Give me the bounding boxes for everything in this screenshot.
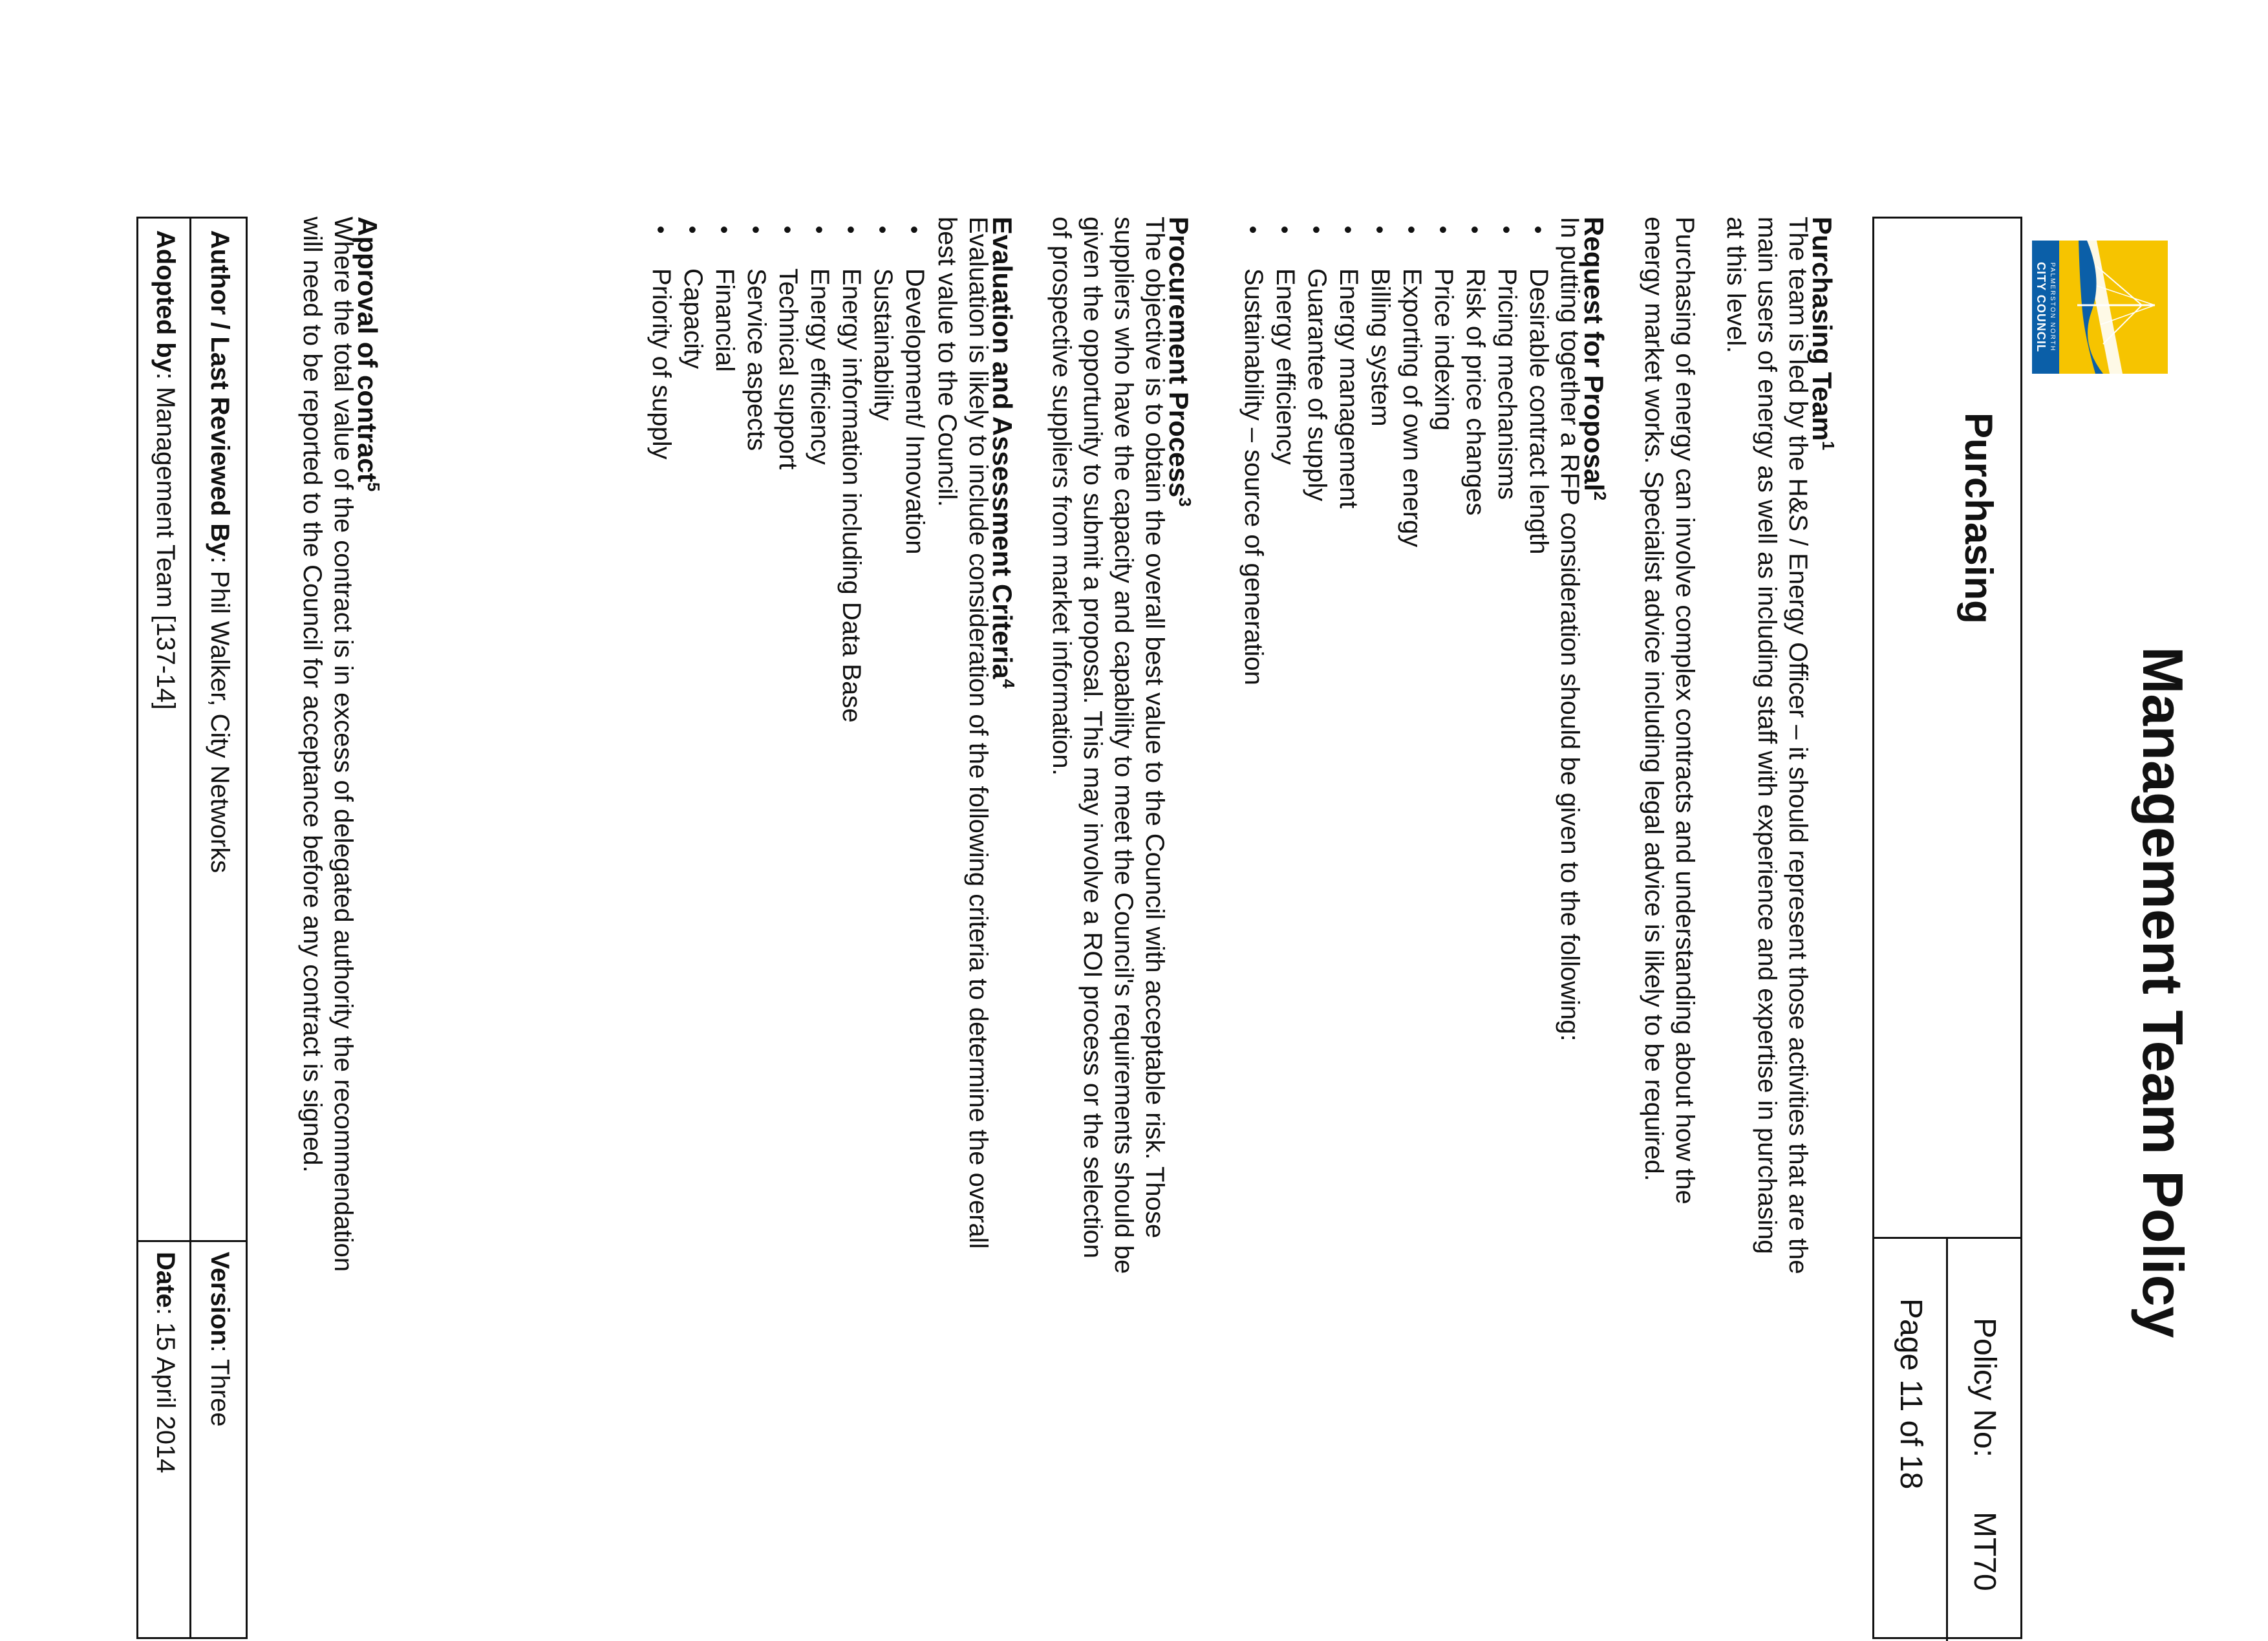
adopted-label: Adopted by <box>151 230 180 372</box>
text-line: best value to the Council. <box>933 217 961 508</box>
list-item: • Billing system <box>1364 217 1396 685</box>
footer-adopted <box>151 230 180 710</box>
list-item: • Development/ Innovation <box>899 217 930 723</box>
heading-text: Request for Proposal <box>1579 217 1609 491</box>
logo-emblem-icon <box>2058 241 2168 374</box>
date-label: Date <box>151 1252 180 1308</box>
paragraph-approval <box>297 217 359 1607</box>
header-box <box>1872 217 2022 1639</box>
text-line: The team is led by the H&S / Energy Officer – it should represent those activities that are the <box>1784 217 1812 1274</box>
evaluation-list <box>645 217 930 723</box>
footer-date <box>151 1252 180 1473</box>
date-value: : 15 April 2014 <box>151 1307 180 1474</box>
version-label: Version <box>206 1252 234 1346</box>
rfp-list <box>1237 217 1554 685</box>
list-item: • Service aspects <box>740 217 772 723</box>
rfp-intro: In putting together a RFP consideration should be given to the following: <box>1556 217 1584 1042</box>
author-label: Author / Last Reviewed By <box>206 230 234 557</box>
footnote-marker: 5 <box>364 482 383 492</box>
list-item: • Capacity <box>677 217 709 723</box>
council-logo <box>2032 241 2168 374</box>
text-line: given the opportunity to submit a proposal. This may involve a ROI process or the selection <box>1078 217 1107 1259</box>
list-item: • Guarantee of supply <box>1301 217 1332 685</box>
text-line: Where the total value of the contract is in excess of delegated authority the recommendation <box>329 217 358 1272</box>
text-line: energy market works. Specialist advice including legal advice is likely to be required. <box>1640 217 1668 1181</box>
paragraph-procurement <box>1046 217 1170 1607</box>
version-value: : Three <box>206 1345 234 1427</box>
footnote-marker: 3 <box>1175 497 1195 507</box>
logo-line-1: PALMERSTON NORTH <box>2049 262 2056 352</box>
policy-number-label: Policy No: <box>1967 1318 2002 1458</box>
list-item: • Sustainability – source of generation <box>1237 217 1269 685</box>
text-line: main users of energy as well as including staff with experience and expertise in purchasing <box>1753 217 1781 1254</box>
list-item: • Pricing mechanisms <box>1491 217 1523 685</box>
text-line: Evaluation is likely to include consideration of the following criteria to determine the overall <box>964 217 992 1249</box>
list-item: • Energy efficiency <box>1269 217 1301 685</box>
list-item: • Exporting of own energy <box>1396 217 1428 685</box>
page-number: Page 11 of 18 <box>1894 1298 1928 1490</box>
paragraph-energy-market <box>1638 217 1700 1607</box>
footer-divider-vertical <box>138 1240 246 1242</box>
text-line: at this level. <box>1722 217 1750 354</box>
logo-line-2: CITY COUNCIL <box>2035 262 2048 352</box>
text-line: suppliers who have the capacity and capability to meet the Council's requirements should be <box>1109 217 1138 1274</box>
list-item: • Desirable contract length <box>1523 217 1554 685</box>
text-line: will need to be reported to the Council for acceptance before any contract is signed. <box>298 217 326 1173</box>
list-item: • Energy management <box>1332 217 1364 685</box>
author-value: : Phil Walker, City Networks <box>206 556 234 874</box>
list-item: • Energy efficiency <box>804 217 835 723</box>
heading-text: Purchasing Team <box>1807 217 1837 441</box>
list-item: • Price indexing <box>1428 217 1459 685</box>
footer-table <box>136 217 248 1639</box>
heading-text: Approval of contract <box>352 217 383 482</box>
list-item: • Priority of supply <box>645 217 677 723</box>
header-divider-horizontal <box>1946 1237 1948 1641</box>
paragraph-purchasing-team <box>1720 217 1813 1607</box>
adopted-value: : Management Team [137-14] <box>151 372 180 710</box>
heading-text: Procurement Process <box>1164 217 1194 498</box>
section-title: Purchasing <box>1957 413 2000 624</box>
list-item: • Technical support <box>772 217 804 723</box>
text-line: Purchasing of energy can involve complex contracts and understanding about how the <box>1671 217 1699 1205</box>
list-item: • Risk of price changes <box>1459 217 1491 685</box>
footer-author <box>205 230 234 873</box>
footnote-marker: 4 <box>999 679 1018 689</box>
footnote-marker: 1 <box>1819 441 1838 451</box>
list-item: • Financial <box>709 217 740 723</box>
policy-number-value: MT70 <box>1967 1512 2002 1591</box>
logo-wordmark <box>2032 241 2059 374</box>
footnote-marker: 2 <box>1590 491 1610 501</box>
paragraph-evaluation <box>932 217 994 1607</box>
heading-text: Evaluation and Assessment Criteria <box>987 217 1018 680</box>
document-title: Management Team Policy <box>2131 647 2195 1338</box>
list-item: • Sustainability <box>867 217 899 723</box>
text-line: The objective is to obtain the overall best value to the Council with acceptable risk. Those <box>1140 217 1169 1239</box>
text-line: of prospective suppliers from market information. <box>1047 217 1076 776</box>
footer-version <box>205 1252 234 1427</box>
footer-divider-horizontal <box>189 219 191 1637</box>
list-item: • Energy information including Data Base <box>835 217 867 723</box>
